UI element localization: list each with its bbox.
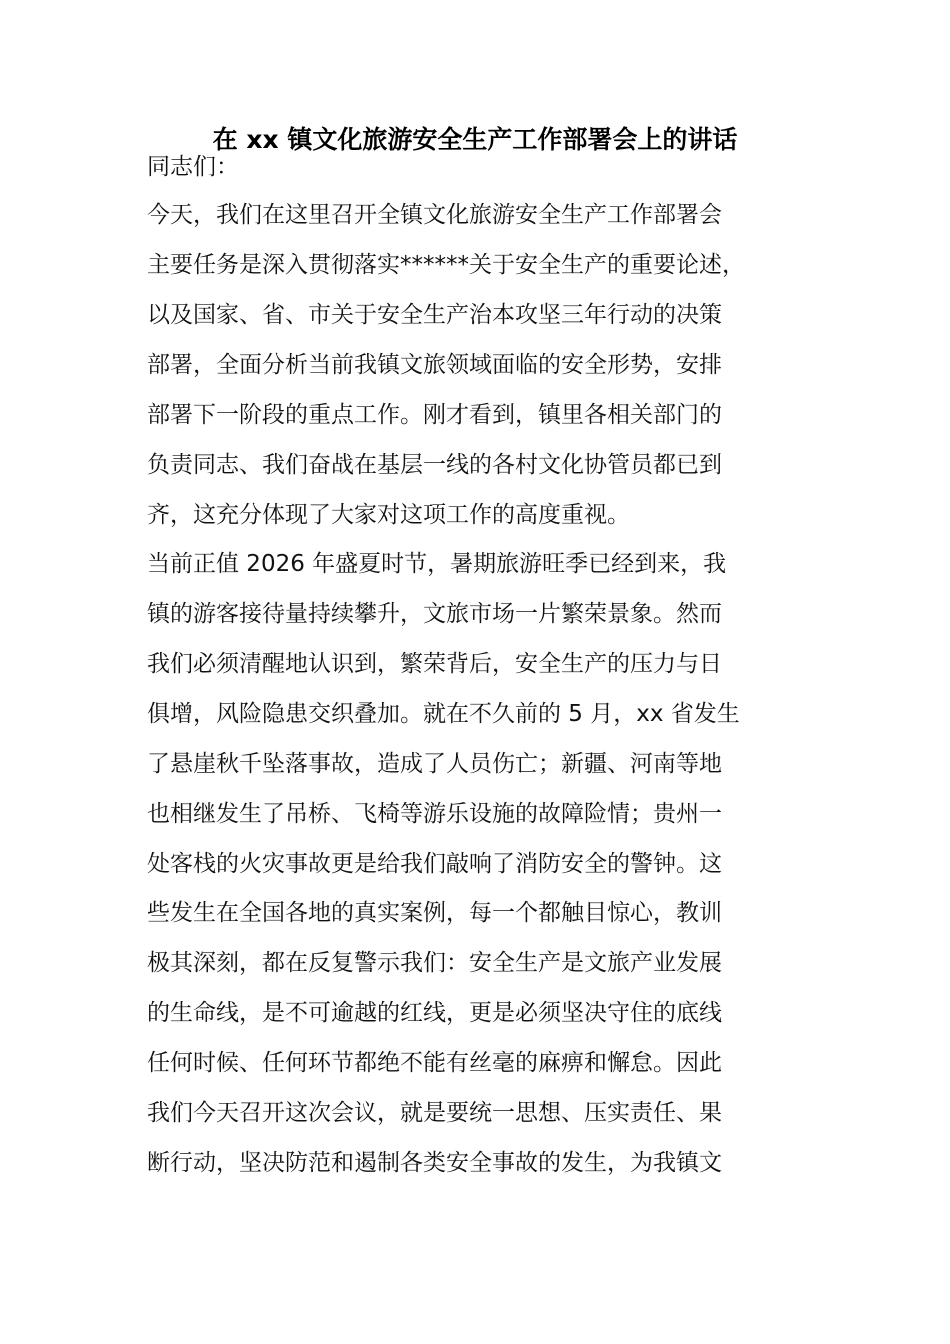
salutation-line: 同志们：	[147, 154, 239, 180]
body-line: 处客栈的火灾事故更是给我们敲响了消防安全的警钟。这	[147, 851, 722, 877]
body-line: 当前正值 2026 年盛夏时节，暑期旅游旺季已经到来，我	[147, 551, 727, 577]
body-line: 部署下一阶段的重点工作。刚才看到，镇里各相关部门的	[147, 402, 722, 428]
body-line: 主要任务是深入贯彻落实******关于安全生产的重要论述，	[147, 252, 745, 278]
body-line: 部署，全面分析当前我镇文旅领域面临的安全形势，安排	[147, 352, 722, 378]
body-line: 极其深刻，都在反复警示我们：安全生产是文旅产业发展	[147, 950, 722, 976]
body-line: 也相继发生了吊桥、飞椅等游乐设施的故障险情；贵州一	[147, 801, 722, 827]
body-line: 了悬崖秋千坠落事故，造成了人员伤亡；新疆、河南等地	[147, 751, 722, 777]
body-line: 镇的游客接待量持续攀升，文旅市场一片繁荣景象。然而	[147, 601, 722, 627]
body-line: 我们今天召开这次会议，就是要统一思想、压实责任、果	[147, 1100, 722, 1126]
body-line: 负责同志、我们奋战在基层一线的各村文化协管员都已到	[147, 452, 722, 478]
body-line: 今天，我们在这里召开全镇文化旅游安全生产工作部署会	[147, 202, 722, 228]
body-line: 的生命线，是不可逾越的红线，更是必须坚决守住的底线	[147, 1000, 722, 1026]
body-line: 俱增，风险隐患交织叠加。就在不久前的 5 月，xx 省发生	[147, 701, 740, 727]
body-line: 些发生在全国各地的真实案例，每一个都触目惊心，教训	[147, 900, 722, 926]
body-line: 齐，这充分体现了大家对这项工作的高度重视。	[147, 502, 630, 528]
document-title: 在 xx 镇文化旅游安全生产工作部署会上的讲话	[212, 125, 738, 154]
body-line: 以及国家、省、市关于安全生产治本攻坚三年行动的决策	[147, 302, 722, 328]
body-line: 我们必须清醒地认识到，繁荣背后，安全生产的压力与日	[147, 651, 722, 677]
body-line: 断行动，坚决防范和遏制各类安全事故的发生，为我镇文	[147, 1150, 722, 1176]
body-line: 任何时候、任何环节都绝不能有丝毫的麻痹和懈怠。因此	[147, 1050, 722, 1076]
